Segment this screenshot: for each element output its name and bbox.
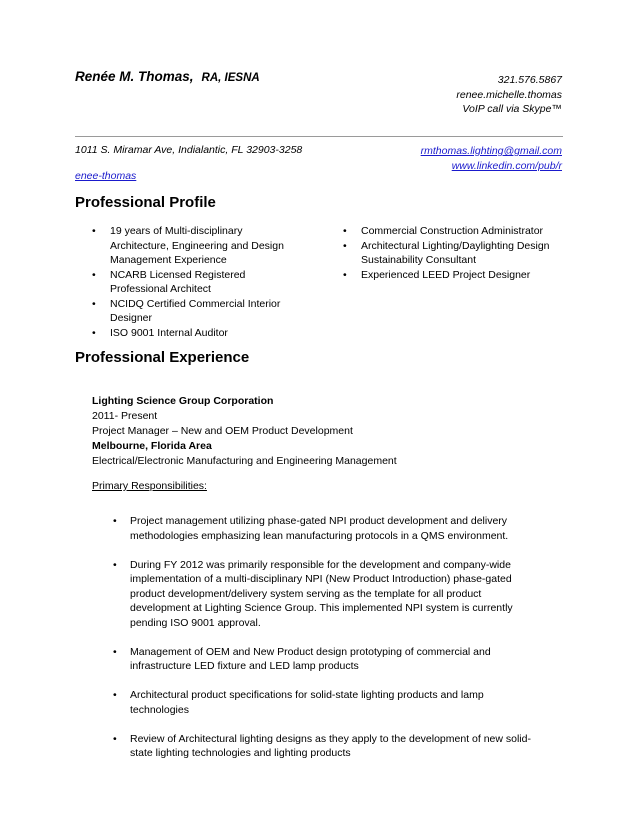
profile-heading: Professional Profile bbox=[75, 194, 216, 211]
address: 1011 S. Miramar Ave, Indialantic, FL 32903-3258 bbox=[75, 144, 303, 156]
list-item: • Review of Architectural lighting designs as they apply to the development of new solid- state lighting technologies and lighting products bbox=[113, 732, 531, 759]
job-header bbox=[92, 394, 397, 469]
list-item: • Architectural Lighting/Daylighting Design Sustainability Consultant bbox=[343, 239, 550, 266]
list-item: • Experienced LEED Project Designer bbox=[343, 268, 531, 281]
linkedin-link[interactable]: www.linkedin.com/pub/r bbox=[451, 159, 562, 172]
experience-heading: Professional Experience bbox=[75, 349, 250, 366]
list-item: • NCIDQ Certified Commercial Interior Designer bbox=[92, 297, 281, 324]
list-item: • Commercial Construction Administrator bbox=[343, 225, 544, 237]
list-item: • NCARB Licensed Registered Professional Architect bbox=[92, 268, 246, 295]
profile-list-right bbox=[343, 224, 583, 282]
company-name: Lighting Science Group Corporation bbox=[92, 395, 274, 407]
list-item: • Management of OEM and New Product design prototyping of commercial and infrastructure LED fixture and LED lamp products bbox=[113, 645, 491, 672]
linkedin-link-continued[interactable]: enee-thomas bbox=[75, 170, 137, 182]
email-link[interactable]: rmthomas.lighting@gmail.com bbox=[420, 145, 562, 157]
responsibilities-label: Primary Responsibilities: bbox=[92, 480, 207, 492]
job-title: Project Manager – New and OEM Product Development bbox=[92, 425, 353, 437]
list-item: • Project management utilizing phase-gated NPI product development and delivery methodologies emphasizing lean manufacturing protocols in a QMS environment. bbox=[113, 515, 509, 542]
skype-id: renee.michelle.thomas bbox=[456, 88, 562, 101]
job-industry: Electrical/Electronic Manufacturing and Engineering Management bbox=[92, 455, 397, 467]
list-item: • Architectural product specifications for solid-state lighting products and lamp technologies bbox=[113, 689, 484, 716]
job-location: Melbourne, Florida Area bbox=[92, 440, 212, 452]
list-item: • 19 years of Multi-disciplinary Architecture, Engineering and Design Management Experience bbox=[92, 225, 284, 266]
skype-note: VoIP call via Skype™ bbox=[462, 103, 562, 115]
resume-name bbox=[75, 69, 260, 84]
responsibilities-list bbox=[113, 514, 573, 775]
list-item: • During FY 2012 was primarily responsible for the development and company-wide implementation of a multi-disciplinary NPI (New Product Introduction) phase-gated product development/delivery system serving as the template for all product development at Lighting Science Group. This implemented NPI system is currently pending ISO 9001 approval. bbox=[113, 558, 513, 629]
list-item: • ISO 9001 Internal Auditor bbox=[92, 326, 228, 339]
linkedin-wrap bbox=[75, 170, 136, 182]
job-dates: 2011- Present bbox=[92, 410, 158, 422]
credentials: RA, IESNA bbox=[201, 72, 260, 84]
profile-list-left bbox=[92, 224, 322, 340]
header-divider bbox=[75, 136, 563, 137]
links-block bbox=[421, 144, 562, 173]
phone: 321.576.5867 bbox=[497, 74, 562, 86]
full-name: Renée M. Thomas, bbox=[75, 69, 194, 84]
contact-block bbox=[456, 73, 562, 117]
